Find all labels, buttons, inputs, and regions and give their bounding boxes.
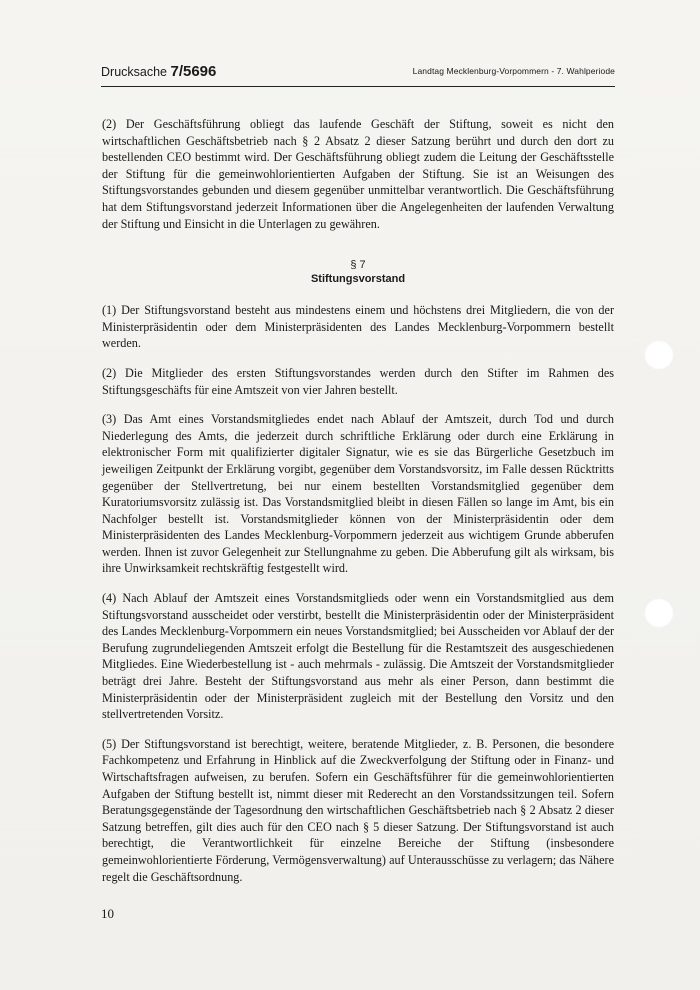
header-divider — [101, 86, 615, 87]
page-header — [101, 57, 615, 85]
page-number: 10 — [101, 906, 114, 921]
paragraph-2: (2) Die Mitglieder des ersten Stiftungsvorstandes werden durch den Stifter im Rahmen des Stiftungsgeschäfts für eine Amtszeit von vier Jahren bestellt. — [102, 365, 614, 397]
intro-paragraph: (2) Der Geschäftsführung obliegt das laufende Geschäft der Stiftung, soweit es nicht den wirtschaftlichen Geschäftsbetrieb nach § 2 Absatz 2 dieser Satzung berührt und durch den dort zu bestellenden CEO bestimmt wird. Der Geschäftsführung obliegt zudem die Leitung der Geschäftsstelle der Stiftung für die gemeinwohlorientierten Aufgaben der Stiftung. Sie ist an Weisungen des Stiftungsvorstandes gebunden und diesem gegenüber unmittelbar verantwortlich. Die Geschäftsführung hat dem Stiftungsvorstand jederzeit Informationen über die Angelegenheiten der laufenden Verwaltung der Stiftung und Einsicht in die Unterlagen zu gewähren. — [102, 117, 614, 231]
paragraph-1: (1) Der Stiftungsvorstand besteht aus mindestens einem und höchstens drei Mitgliedern, die von der Ministerpräsidentin oder dem Ministerpräsidenten des Landes Mecklenburg-Vorpommern bestellt werden. — [102, 303, 614, 351]
paragraph-4: (4) Nach Ablauf der Amtszeit eines Vorstandsmitglieds oder wenn ein Vorstandsmitglied aus dem Stiftungsvorstand ausscheidet oder verstirbt, bestellt die Ministerpräsidentin oder der Ministerpräsident des Landes Mecklenburg-Vorpommern ein neues Vorstandsmitglied; bei Ausscheiden vor Ablauf der der Berufung zugrundeliegenden Amtszeit erfolgt die Bestellung für die Restamtszeit des ausgeschiedenen Mitgliedes. Eine Wiederbestellung ist - auch mehrmals - zulässig. Die Amtszeit der Vorstandsmitglieder beträgt drei Jahre. Besteht der Stiftungsvorstand aus mehr als einer Person, dann bestimmt die Ministerpräsidentin oder der Ministerpräsident zugleich mit der Bestellung den Vorsitz und den stellvertretenden Vorsitz. — [102, 591, 614, 722]
document-number: 7/5696 — [170, 63, 217, 80]
section-number: § 7 — [350, 259, 366, 272]
section-heading — [102, 258, 614, 286]
document-reference — [101, 63, 216, 80]
parliament-label: Landtag Mecklenburg-Vorpommern - 7. Wahlperiode — [412, 66, 615, 76]
punch-hole-top — [644, 340, 674, 370]
section-title: Stiftungsvorstand — [310, 273, 406, 286]
paragraph-5: (5) Der Stiftungsvorstand ist berechtigt, weitere, beratende Mitglieder, z. B. Personen, die besondere Fachkompetenz und Erfahrung in Hinblick auf die Zweckverfolgung der Stiftung oder in Finanz- und Wirtschaftsfragen aufweisen, zu berufen. Sofern ein Geschäftsführer für die gemeinwohlorientierten Aufgaben der Stiftung bestellt ist, nimmt dieser mit Rederecht an den Vorstandssitzungen teil. Sofern Beratungsgegenstände der Tagesordnung den wirtschaftlichen Geschäftsbetrieb nach § 2 Absatz 2 dieser Satzung betreffen, gilt dies auch für den CEO nach § 5 dieser Satzung. Der Stiftungsvorstand ist auch berechtigt, die Verantwortlichkeit für einzelne Bereiche der Stiftung (insbesondere gemeinwohlorientierte Förderung, Vermögensverwaltung) auf Unterausschüsse zu verlagern; das Nähere regelt die Geschäftsordnung. — [102, 736, 614, 884]
paragraph-3: (3) Das Amt eines Vorstandsmitgliedes endet nach Ablauf der Amtszeit, durch Tod und durch Niederlegung des Amts, die jederzeit durch schriftliche Erklärung oder durch eine Erklärung in elektronischer Form mit qualifizierter digitaler Signatur, wie es sie das Bürgerliche Gesetzbuch im jeweiligen Zeitpunkt der Erklärung vorgibt, gegenüber dem Vorstandsvorsitz, im Falle dessen Rücktritts gegenüber der Stellvertretung, bei nur einem bestellten Vorstandsmitglied gegenüber dem Kuratoriumsvorsitz zulässig ist. Das Vorstandsmitglied bleibt in diesen Fällen so lange im Amt, bis ein Nachfolger bestellt ist. Vorstandsmitglieder können von der Ministerpräsidentin oder dem Ministerpräsidenten des Landes Mecklenburg-Vorpommern jederzeit aus wichtigem Grunde abberufen werden. Ihnen ist zuvor Gelegenheit zur Stellungnahme zu geben. Die Abberufung gilt als wirksam, bis ihre Unwirksamkeit rechtskräftig festgestellt wird. — [102, 412, 614, 576]
punch-hole-bottom — [644, 598, 674, 628]
document-label: Drucksache — [101, 65, 167, 79]
document-body — [102, 116, 614, 898]
